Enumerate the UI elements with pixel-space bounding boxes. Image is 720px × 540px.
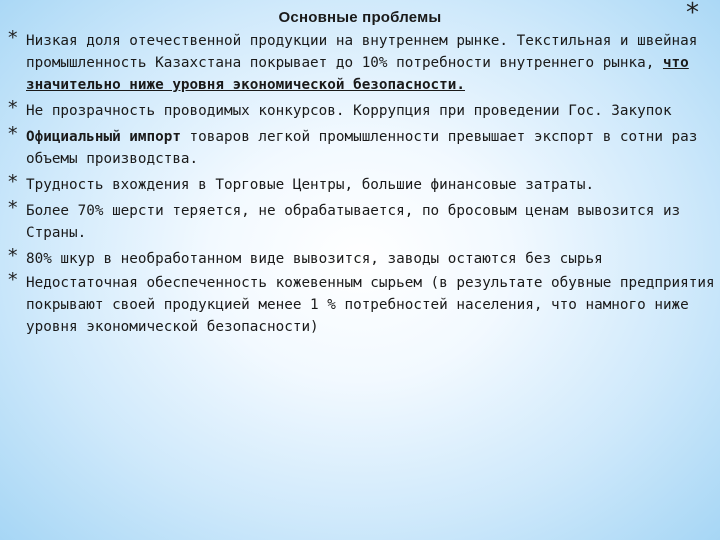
bullet-asterisk-icon: * xyxy=(8,171,18,193)
slide-title: Основные проблемы xyxy=(278,9,442,26)
bullet-text: товаров легкой промышленности превышает экспорт в сотни раз объемы производства. xyxy=(26,129,698,167)
bullet-text: Более 70% шерсти теряется, не обрабатывается, по бросовым ценам вывозится из Страны. xyxy=(26,203,681,241)
bullet-asterisk-icon: * xyxy=(8,97,18,119)
bullet-text: Не прозрачность проводимых конкурсов. Коррупция при проведении Гос. Закупок xyxy=(26,103,672,119)
bullet-item-wool xyxy=(8,197,718,244)
bullet-text: Недостаточная обеспеченность кожевенным сырьем (в результате обувные предприятия покрывают своей продукцией менее 1 % потребностей населения, что намного ниже уровня экономической безопасности) xyxy=(26,275,715,335)
bullet-item-trade-centers xyxy=(8,171,718,196)
bullet-asterisk-icon: * xyxy=(8,269,18,291)
bullet-text: 80% шкур в необработанном виде вывозится, заводы остаются без сырья xyxy=(26,251,603,267)
bullet-emphasis: Официальный импорт xyxy=(26,129,181,145)
bullet-asterisk-icon: * xyxy=(8,245,18,267)
bullet-asterisk-icon: * xyxy=(8,123,18,145)
bullet-text: Трудность вхождения в Торговые Центры, большие финансовые затраты. xyxy=(26,177,595,193)
bullet-text: Низкая доля отечественной продукции на внутреннем рынке. Текстильная и швейная промышленность Казахстана покрывает до 10% потребности внутреннего рынка, xyxy=(26,33,698,71)
bullet-item-transparency xyxy=(8,97,718,122)
bullet-item-import xyxy=(8,123,718,170)
bullet-item-hides xyxy=(8,245,718,270)
corner-asterisk-icon: * xyxy=(686,0,699,28)
bullet-item-leather xyxy=(8,269,718,338)
bullet-emphasis: что значительно ниже уровня экономической безопасности. xyxy=(26,55,689,93)
bullet-list xyxy=(8,27,718,338)
bullet-asterisk-icon: * xyxy=(8,197,18,219)
bullet-asterisk-icon: * xyxy=(8,27,18,49)
bullet-item-low-share xyxy=(8,27,718,96)
